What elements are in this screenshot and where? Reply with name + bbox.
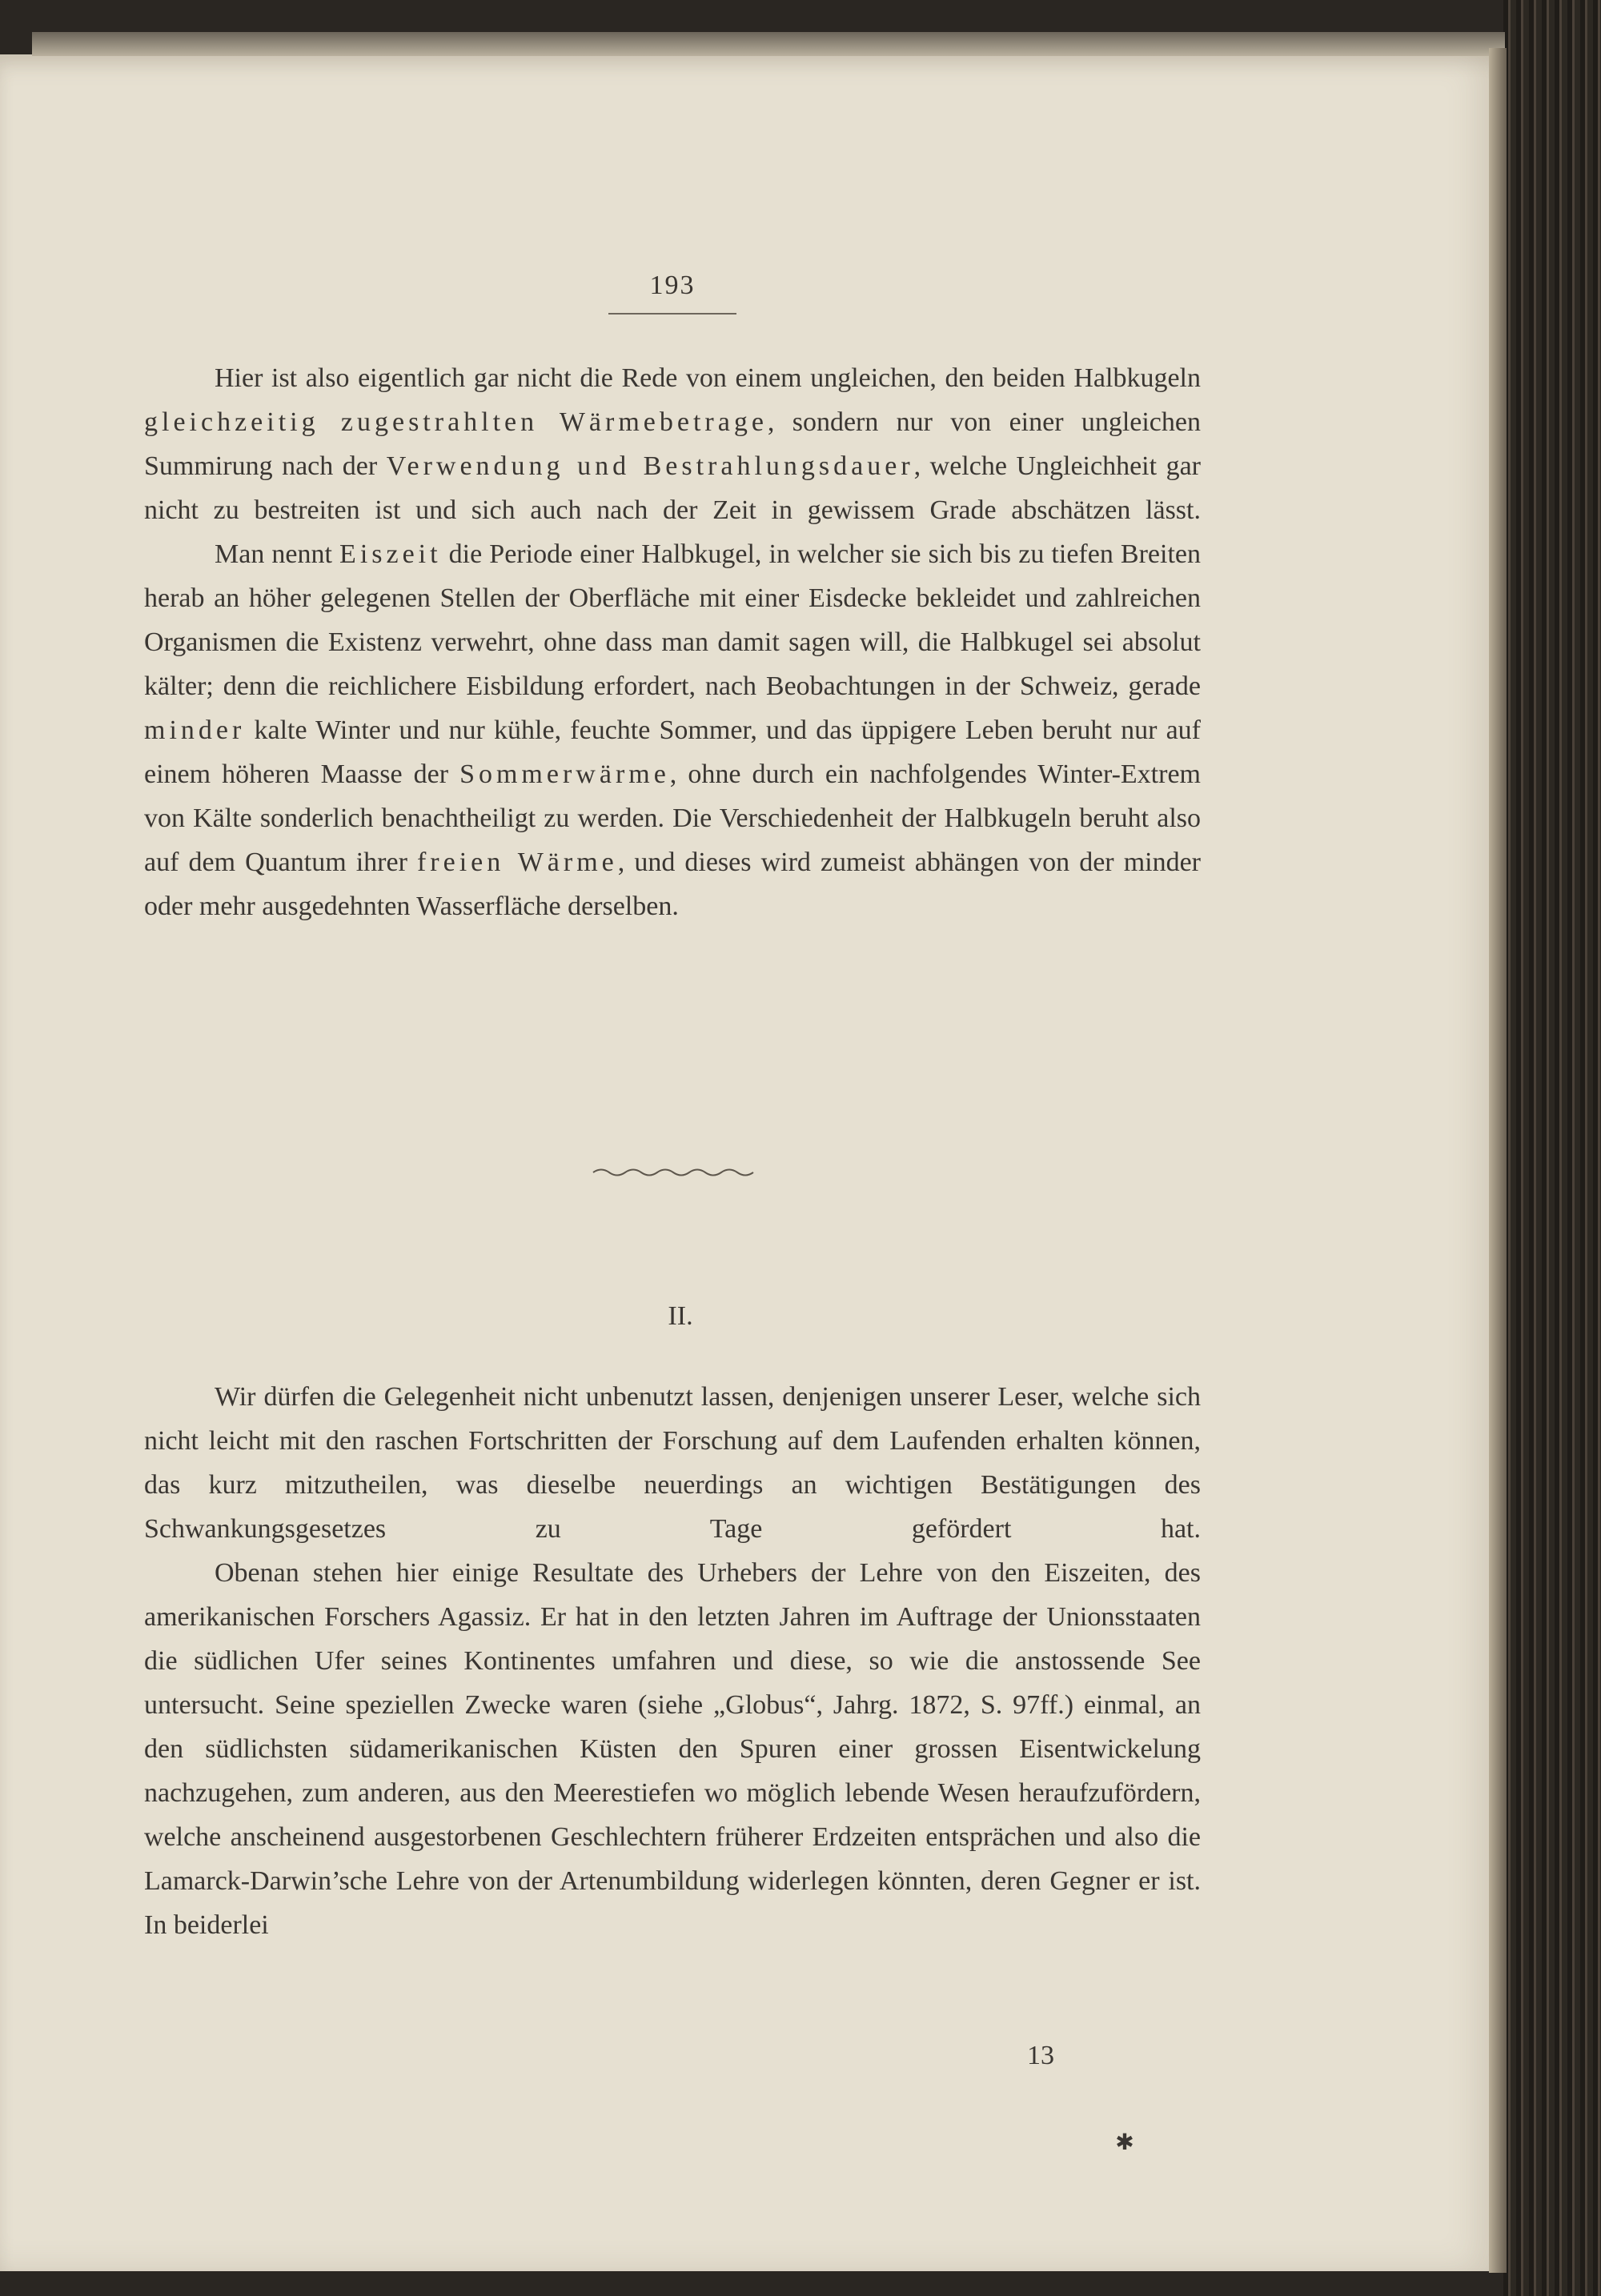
text-run: , und dieses wird zumeist abhängen von der minder oder mehr ausgedehnten Wasserfläche derselben. [144, 847, 1202, 921]
emphasized-run: Eiszeit [339, 539, 442, 569]
paragraph [144, 356, 1201, 532]
text-run: Hier ist also eigentlich gar nicht die Rede von einem ungleichen, den beiden Halbkugeln [215, 363, 1201, 393]
section-divider-ornament [589, 1164, 757, 1181]
page-number-rule [608, 313, 736, 315]
signature-mark: 13 [1027, 2041, 1054, 2070]
text-run: die Periode einer Halbkugel, in welcher sie sich bis zu tiefen Breiten herab an höher gelegenen Stellen der Oberfläche mit einer Eisdecke bekleidet und zahlreichen Organismen die Existenz verwehrt, ohne dass man damit sagen will, die Halbkugel sei absolut kälter; denn die reichlichere Eisbildung erfordert, nach Beobachtungen in der Schweiz, gerade [144, 539, 1201, 701]
text-run: kalte Winter und nur kühle, feuchte Sommer, und das üppigere Leben beruht nur auf einem höheren Maasse der [144, 715, 1201, 789]
paragraph [144, 1375, 1201, 1551]
section-heading: II. [668, 1301, 693, 1331]
text-run: Wir dürfen die Gelegenheit nicht unbenutzt lassen, denjenigen unserer Leser, welche sich nicht leicht mit den raschen Fortschritten der Forschung auf dem Laufenden erhalten können, das kurz mitzutheilen, was dieselbe neuerdings an wichtigen Bestätigungen des Schwankungsgesetzes zu Tage gefördert hat. [144, 1382, 1201, 1544]
paragraph [144, 1551, 1201, 1947]
asterisk-mark-icon: ✱ [1115, 2130, 1134, 2155]
page-top-edge [32, 32, 1505, 56]
text-run: Man nennt [215, 539, 340, 569]
text-section-2 [144, 1375, 1201, 1947]
text-run: , welche Ungleichheit gar nicht zu bestreiten ist und sich auch nach der Zeit in gewissem Grade abschätzen lässt. [144, 451, 1201, 525]
text-section-1 [144, 356, 1201, 928]
text-run: Obenan stehen hier einige Resultate des Urhebers der Lehre von den Eiszeiten, des amerikanischen Forschers Agassiz. Er hat in den letzten Jahren im Auftrage der Unionsstaaten die südlichen Ufer seines Kontinentes umfahren und diese, so wie die anstossende See untersucht. Seine speziellen Zwecke waren (siehe „Globus“, Jahrg. 1872, S. 97ff.) einmal, an den südlichsten südamerikanischen Küsten den Spuren einer grossen Eisentwickelung nachzugehen, zum anderen, aus den Meerestiefen wo möglich lebende Wesen heraufzufördern, welche anscheinend ausgestorbenen Geschlechtern früherer Erdzeiten entsprächen und also die Lamarck-Darwin’sche Lehre von der Artenumbildung widerlegen könnten, deren Gegner er ist. In beiderlei [144, 1558, 1201, 1940]
text-run: , ohne durch ein nachfolgendes Winter-Extrem von Kälte sonderlich benachtheiligt zu werden. Die Verschiedenheit der Halbkugeln beruht also auf dem Quantum ihrer [144, 759, 1201, 877]
page-edge-stack [1489, 48, 1507, 2273]
emphasized-run: minder [144, 715, 246, 745]
emphasized-run: freien Wärme [416, 847, 618, 877]
emphasized-run: Verwendung und Bestrahlungsdauer [386, 451, 914, 481]
paragraph [144, 532, 1201, 928]
emphasized-run: Sommerwärme [459, 759, 670, 789]
book-spine [1503, 0, 1601, 2296]
text-run: , sondern nur von einer ungleichen Summirung nach der [144, 407, 1201, 481]
page-number: 193 [649, 270, 696, 300]
emphasized-run: gleichzeitig zugestrahlten Wärmebetrage [144, 407, 768, 437]
